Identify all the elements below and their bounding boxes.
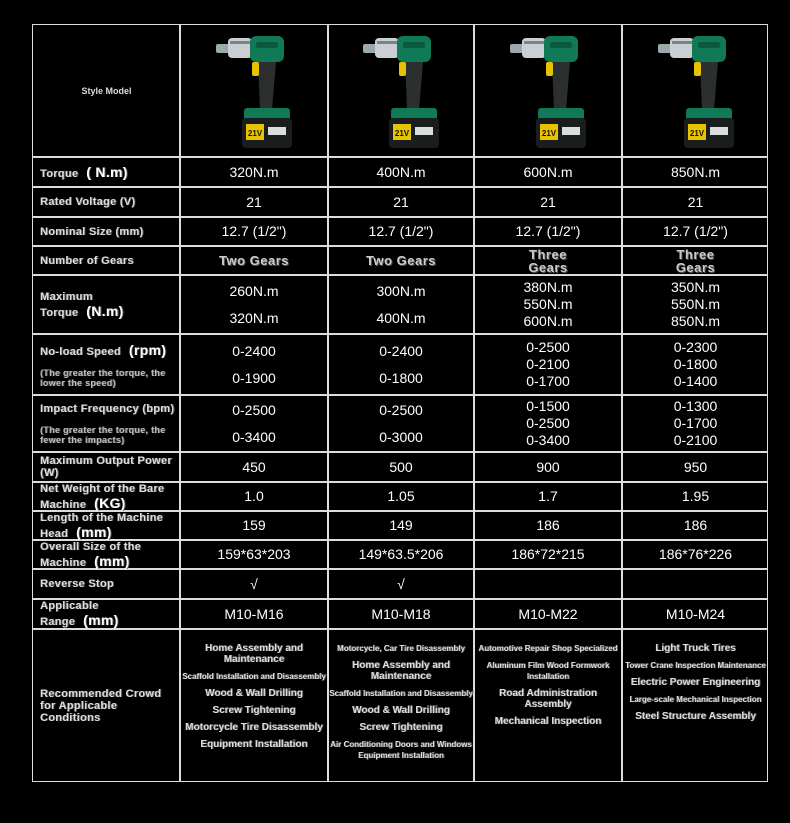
spec-label xyxy=(34,512,179,539)
spec-value xyxy=(329,188,473,216)
spec-label-wrap xyxy=(40,455,179,479)
spec-value xyxy=(475,188,621,216)
spec-label xyxy=(34,276,179,333)
spec-label xyxy=(34,541,179,568)
style-model-label: Style Model xyxy=(81,86,132,96)
spec-unit: (rpm) xyxy=(128,341,167,358)
spec-label xyxy=(34,570,179,598)
recommended-item: Wood & Wall Drilling xyxy=(205,688,303,699)
spec-value-text: 1.95 xyxy=(681,488,710,504)
spec-label-text: Maximum Output Power (W) xyxy=(40,455,172,479)
spec-label-wrap xyxy=(40,164,128,180)
spec-value xyxy=(181,188,327,216)
spec-value xyxy=(181,247,327,274)
spec-label-wrap xyxy=(40,600,179,628)
spec-unit: (mm) xyxy=(83,612,119,628)
recommended-item: Motorcycle, Car Tire Disassembly xyxy=(337,644,465,653)
recommended-item: Air Conditioning Doors and Windows Equipment Installation xyxy=(330,740,472,760)
spec-value-text: 0-2400 xyxy=(232,342,276,359)
spec-value-text: 0-2500 xyxy=(526,415,570,431)
spec-value-text: 600N.m xyxy=(523,163,573,180)
spec-value-text: 12.7 (1/2") xyxy=(221,223,287,239)
spec-value-text: 0-1900 xyxy=(232,369,276,386)
recommended-item: Road Administration Assembly xyxy=(499,688,597,710)
spec-value xyxy=(475,247,621,274)
spec-value-text: 0-1700 xyxy=(526,373,570,389)
spec-value-text: √ xyxy=(397,575,405,592)
impact-wrench-icon xyxy=(656,32,736,150)
spec-value xyxy=(181,512,327,539)
spec-value-text: 21 xyxy=(393,193,409,210)
svg-text:21V: 21V xyxy=(394,129,410,138)
spec-label-wrap xyxy=(40,342,179,388)
spec-value-text: 300N.m xyxy=(376,282,426,299)
spec-value xyxy=(623,276,768,333)
recommended-item: Aluminum Film Wood Formwork Installation xyxy=(486,661,610,681)
spec-value-text: 0-2500 xyxy=(526,339,570,355)
product-image xyxy=(623,26,768,156)
recommended-item: Scaffold Installation and Disassembly xyxy=(329,689,473,698)
spec-unit: (KG) xyxy=(94,494,126,511)
spec-value-text: 0-2100 xyxy=(526,356,570,372)
spec-value xyxy=(475,218,621,245)
spec-value-text: 149*63.5*206 xyxy=(358,546,444,562)
spec-value-text: 186 xyxy=(683,517,708,533)
spec-value xyxy=(623,188,768,216)
spec-label-text: Overall Size of the Machine xyxy=(40,540,142,569)
spec-label-text: Reverse Stop xyxy=(40,578,114,590)
spec-label xyxy=(34,335,179,394)
svg-text:21V: 21V xyxy=(689,129,704,138)
product-image xyxy=(475,26,621,156)
recommended-list xyxy=(181,630,327,782)
spec-value xyxy=(623,453,768,481)
spec-label xyxy=(34,158,179,186)
spec-value-text: 149 xyxy=(389,517,413,533)
spec-value-text: 0-2500 xyxy=(379,401,423,418)
spec-value-text: 320N.m xyxy=(229,163,279,180)
spec-value-text: 850N.m xyxy=(670,163,721,180)
recommended-label-text: Recommended Crowd for Applicable Conditions xyxy=(40,688,162,724)
spec-value-text: √ xyxy=(250,575,258,592)
spec-unit: ( N.m) xyxy=(86,164,128,180)
spec-value-text: 450 xyxy=(242,458,266,475)
spec-value-text: 0-3400 xyxy=(526,432,570,448)
spec-value xyxy=(329,453,473,481)
spec-value-text: Two Gears xyxy=(365,253,436,268)
spec-value-text: 320N.m xyxy=(229,309,279,326)
recommended-item: Electric Power Engineering xyxy=(630,677,761,688)
spec-value xyxy=(623,335,768,394)
spec-value-text: 21 xyxy=(246,193,262,210)
spec-value xyxy=(181,483,327,510)
spec-value-text: 0-2400 xyxy=(379,342,423,359)
spec-value-text: 1.7 xyxy=(538,488,558,504)
spec-value-text: M10-M24 xyxy=(665,605,726,622)
spec-value-text: 0-1800 xyxy=(673,356,718,372)
spec-value-text: 400N.m xyxy=(376,309,426,326)
spec-value xyxy=(329,335,473,394)
recommended-item: Equipment Installation xyxy=(200,739,308,750)
spec-value-text: 0-2500 xyxy=(232,401,276,418)
recommended-item: Home Assembly and Maintenance xyxy=(352,660,450,682)
product-image xyxy=(329,26,473,156)
spec-value-text: 12.7 (1/2") xyxy=(515,223,581,239)
spec-value xyxy=(623,570,768,598)
spec-label-text: No-load Speed xyxy=(40,345,121,358)
spec-value-text: 0-1300 xyxy=(673,398,718,414)
spec-label-text: Length of the Machine Head xyxy=(40,511,164,540)
spec-value-text: 350N.m xyxy=(670,279,721,295)
spec-value xyxy=(181,218,327,245)
spec-label-wrap xyxy=(40,291,179,319)
recommended-list xyxy=(475,630,621,782)
spec-note: (The greater the torque, the lower the speed) xyxy=(40,367,166,388)
spec-label-wrap xyxy=(40,578,114,590)
spec-value-text: Three Gears xyxy=(528,246,568,275)
spec-value xyxy=(475,570,621,598)
spec-value-text: Two Gears xyxy=(218,253,289,268)
spec-value-text: 186 xyxy=(536,517,560,533)
product-image xyxy=(181,26,327,156)
spec-value-text: 1.0 xyxy=(244,488,264,504)
spec-value-text: 0-1500 xyxy=(526,398,570,414)
spec-label-text: Maximum Torque xyxy=(40,290,93,319)
spec-value xyxy=(181,453,327,481)
spec-value-text: 260N.m xyxy=(229,282,279,299)
spec-label-wrap xyxy=(40,226,144,238)
spec-label-text: Nominal Size (mm) xyxy=(40,225,144,238)
spec-label xyxy=(34,247,179,274)
spec-value xyxy=(475,483,621,510)
svg-text:21V: 21V xyxy=(541,129,557,138)
recommended-item: Mechanical Inspection xyxy=(494,716,602,727)
spec-value-text: 0-2100 xyxy=(673,432,718,448)
spec-value xyxy=(181,570,327,598)
spec-value xyxy=(181,600,327,628)
spec-value-text: 380N.m xyxy=(523,279,573,295)
impact-wrench-icon xyxy=(214,32,294,150)
recommended-item: Light Truck Tires xyxy=(655,643,736,654)
spec-value-text: 0-1700 xyxy=(673,415,718,431)
recommended-item: Wood & Wall Drilling xyxy=(352,705,450,716)
spec-label-wrap xyxy=(40,196,135,208)
spec-value xyxy=(475,541,621,568)
spec-value xyxy=(329,483,473,510)
spec-label xyxy=(34,483,179,510)
recommended-item: Automotive Repair Shop Specialized xyxy=(478,644,618,653)
spec-value-text: 500 xyxy=(389,458,413,475)
spec-value-text: 950 xyxy=(683,458,708,475)
spec-value-text: 900 xyxy=(536,458,560,475)
spec-value xyxy=(475,600,621,628)
spec-value xyxy=(623,600,768,628)
recommended-item: Steel Structure Assembly xyxy=(635,711,756,722)
spec-label-text: Number of Gears xyxy=(40,254,134,267)
spec-value-text: M10-M18 xyxy=(371,605,431,622)
spec-unit: (mm) xyxy=(94,552,130,569)
recommended-item: Large-scale Mechanical Inspection xyxy=(629,695,762,704)
spec-label-text: Torque xyxy=(40,168,79,180)
spec-label xyxy=(34,218,179,245)
spec-value xyxy=(623,541,768,568)
spec-value-text: M10-M16 xyxy=(224,605,284,622)
spec-value xyxy=(475,276,621,333)
spec-value xyxy=(623,512,768,539)
svg-text:21V: 21V xyxy=(247,129,263,138)
spec-value-text: 159*63*203 xyxy=(217,546,291,562)
spec-note: (The greater the torque, the fewer the impacts) xyxy=(40,424,166,445)
spec-label-text: Impact Frequency (bpm) xyxy=(40,402,175,415)
recommended-list xyxy=(623,630,768,782)
spec-value xyxy=(329,218,473,245)
spec-value xyxy=(329,396,473,451)
spec-value-text: M10-M22 xyxy=(518,605,578,622)
spec-value-text: 186*76*226 xyxy=(658,546,733,562)
spec-value xyxy=(181,335,327,394)
spec-value-text: 0-1800 xyxy=(379,369,423,386)
spec-label-wrap xyxy=(40,255,134,267)
spec-label-wrap xyxy=(40,512,179,540)
spec-value xyxy=(475,453,621,481)
recommended-item: Scaffold Installation and Disassembly xyxy=(182,672,326,681)
recommended-item: Motorcycle Tire Disassembly xyxy=(185,722,323,733)
recommended-label xyxy=(34,630,179,782)
spec-value-text: 0-3400 xyxy=(232,428,276,445)
spec-value-text: 400N.m xyxy=(376,163,426,180)
impact-wrench-icon xyxy=(361,32,441,150)
spec-value-text: 550N.m xyxy=(523,296,573,312)
recommended-list xyxy=(329,630,473,782)
spec-value-text: 550N.m xyxy=(670,296,721,312)
spec-label xyxy=(34,396,179,451)
spec-value-text: 12.7 (1/2") xyxy=(368,223,434,239)
spec-value xyxy=(329,247,473,274)
spec-value-text: 159 xyxy=(242,517,266,533)
spec-value xyxy=(475,335,621,394)
spec-value-text: 1.05 xyxy=(387,488,415,504)
recommended-item: Tower Crane Inspection Maintenance xyxy=(625,661,766,670)
impact-wrench-icon xyxy=(508,32,588,150)
spec-table xyxy=(32,24,768,782)
spec-value xyxy=(623,218,768,245)
spec-value xyxy=(329,512,473,539)
spec-label xyxy=(34,188,179,216)
spec-value-text: 21 xyxy=(687,193,704,210)
spec-value xyxy=(623,396,768,451)
spec-value-text: 0-3000 xyxy=(379,428,423,445)
spec-value-text: Three Gears xyxy=(675,246,716,275)
spec-value xyxy=(181,276,327,333)
spec-value xyxy=(329,570,473,598)
spec-value-text: 0-1400 xyxy=(673,373,718,389)
spec-label-wrap xyxy=(40,403,179,445)
spec-value xyxy=(181,396,327,451)
spec-value xyxy=(329,276,473,333)
spec-label-wrap xyxy=(40,483,179,511)
spec-value xyxy=(329,158,473,186)
spec-value xyxy=(623,158,768,186)
spec-label-text: Rated Voltage (V) xyxy=(40,196,136,208)
spec-label-text: Applicable Range xyxy=(40,600,99,628)
spec-value xyxy=(181,158,327,186)
spec-value xyxy=(329,541,473,568)
spec-value xyxy=(623,247,768,274)
spec-label-text: Net Weight of the Bare Machine xyxy=(40,482,165,511)
spec-value xyxy=(475,158,621,186)
spec-value xyxy=(181,541,327,568)
recommended-item: Home Assembly and Maintenance xyxy=(205,643,303,665)
spec-value-text: 12.7 (1/2") xyxy=(663,223,728,239)
spec-value-text: 21 xyxy=(540,193,556,210)
spec-value-text: 850N.m xyxy=(670,313,721,329)
spec-value-text: 0-2300 xyxy=(673,339,718,355)
spec-value-text: 600N.m xyxy=(523,313,573,329)
spec-value xyxy=(475,396,621,451)
spec-label xyxy=(34,600,179,628)
spec-label xyxy=(34,453,179,481)
spec-value xyxy=(329,600,473,628)
spec-value xyxy=(623,483,768,510)
spec-value xyxy=(475,512,621,539)
recommended-item: Screw Tightening xyxy=(212,705,296,716)
recommended-item: Screw Tightening xyxy=(359,722,443,733)
spec-unit: (N.m) xyxy=(86,302,124,319)
spec-label-wrap xyxy=(40,541,179,569)
spec-value-text: 186*72*215 xyxy=(511,546,585,562)
spec-unit: (mm) xyxy=(76,523,112,540)
